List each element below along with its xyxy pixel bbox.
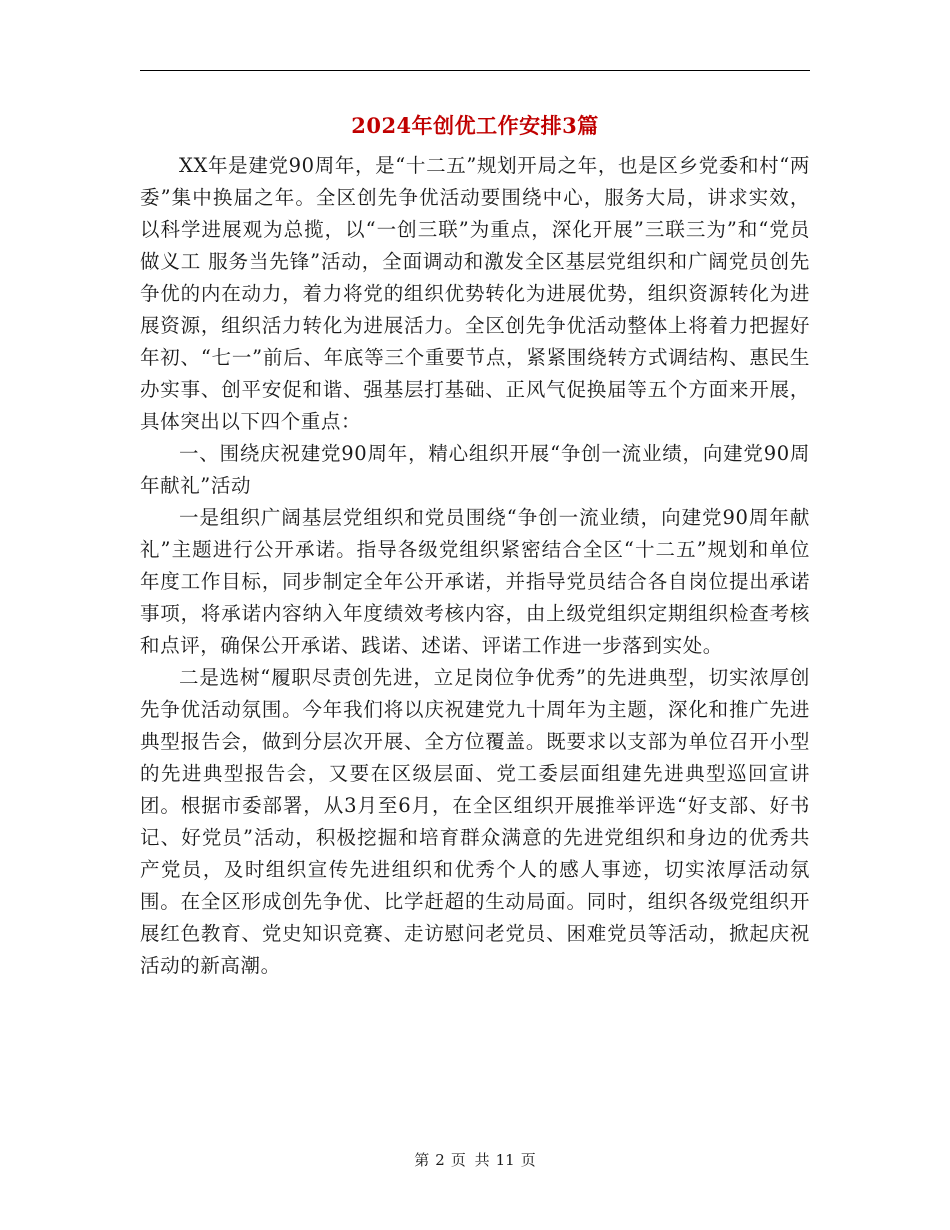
footer-prefix: 第 [414,1151,430,1169]
footer-middle: 页 共 [450,1151,490,1169]
header-rule [140,70,810,71]
document-body [140,150,810,982]
paragraph-point-one: 一是组织广阔基层党组织和党员围绕“争创一流业绩，向建党90周年献礼”主题进行公开承诺。指导各级党组织紧密结合全区“十二五”规划和单位年度工作目标，同步制定全年公开承诺，并指导党员结合各自岗位提出承诺事项，将承诺内容纳入年度绩效考核内容，由上级党组织定期组织检查考核和点评，确保公开承诺、践诺、述诺、评诺工作进一步落到实处。 [140,506,810,657]
paragraph-point-two: 二是选树“履职尽责创先进，立足岗位争优秀”的先进典型，切实浓厚创先争优活动氛围。今年我们将以庆祝建党九十周年为主题，深化和推广先进典型报告会，做到分层次开展、全方位覆盖。既要求以支部为单位召开小型的先进典型报告会，又要在区级层面、党工委层面组建先进典型巡回宣讲团。根据市委部署，从3月至6月，在全区组织开展推举评选“好支部、好书记、好党员”活动，积极挖掘和培育群众满意的先进党组织和身边的优秀共产党员，及时组织宣传先进组织和优秀个人的感人事迹，切实浓厚活动氛围。在全区形成创先争优、比学赶超的生动局面。同时，组织各级党组织开展红色教育、党史知识竞赛、走访慰问老党员、困难党员等活动，掀起庆祝活动的新高潮。 [140,666,810,977]
footer-current-page: 2 [435,1151,445,1169]
paragraph-intro: XX年是建党90周年，是“十二五”规划开局之年，也是区乡党委和村“两委”集中换届之年。全区创先争优活动要围绕中心，服务大局，讲求实效，以科学进展观为总揽，以“一创三联”为重点，深化开展”三联三为”和“党员做义工 服务当先锋”活动，全面调动和激发全区基层党组织和广阔党员创先争优的内在动力，着力将党的组织优势转化为进展优势，组织资源转化为进展资源，组织活力转化为进展活力。全区创先争优活动整体上将着力把握好年初、“七一”前后、年底等三个重要节点，紧紧围绕转方式调结构、惠民生办实事、创平安促和谐、强基层打基础、正风气促换届等五个方面来开展，具体突出以下四个重点： [140,154,810,433]
page-footer [140,1150,810,1170]
footer-total-pages: 11 [495,1151,515,1169]
footer-suffix: 页 [520,1151,536,1169]
document-title: 2024年创优工作安排3篇 [351,113,599,138]
paragraph-section-heading: 一、围绕庆祝建党90周年，精心组织开展“争创一流业绩，向建党90周年献礼”活动 [140,442,810,497]
